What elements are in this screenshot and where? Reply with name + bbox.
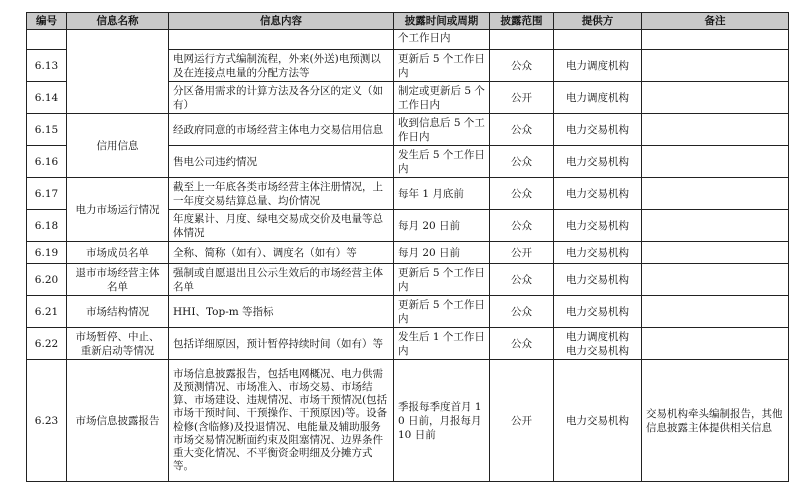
- row-period: 制定或更新后 5 个工作日内: [394, 82, 490, 114]
- row-provider: 电力交易机构: [554, 242, 642, 264]
- row-content: [169, 30, 394, 50]
- row-name: 退市市场经营主体名单: [67, 264, 169, 296]
- row-id: 6.19: [27, 242, 67, 264]
- table-row: [27, 360, 789, 482]
- row-note: [642, 242, 789, 264]
- row-content: 分区备用需求的计算方法及各分区的定义（如有）: [169, 82, 394, 114]
- row-period: 更新后 5 个工作日内: [394, 296, 490, 328]
- row-content: 经政府同意的市场经营主体电力交易信用信息: [169, 114, 394, 146]
- header-provider: 提供方: [554, 13, 642, 30]
- row-content: 电网运行方式编制流程，外来(外送)电预测以及在连接点电量的分配方法等: [169, 50, 394, 82]
- row-note: [642, 264, 789, 296]
- row-provider: 电力交易机构: [554, 146, 642, 178]
- row-name-merged: [67, 30, 169, 114]
- row-scope: [490, 30, 554, 50]
- row-id: 6.21: [27, 296, 67, 328]
- row-scope: 公众: [490, 50, 554, 82]
- row-note: [642, 50, 789, 82]
- row-content: 全称、简称（如有）、调度名（如有）等: [169, 242, 394, 264]
- row-scope: 公众: [490, 296, 554, 328]
- table-row: [27, 114, 789, 146]
- row-note: [642, 30, 789, 50]
- header-id: 编号: [27, 13, 67, 30]
- row-note: [642, 210, 789, 242]
- row-id: 6.22: [27, 328, 67, 360]
- row-note: 交易机构牵头编制报告，其他信息披露主体提供相关信息: [642, 360, 789, 482]
- row-name: 市场暂停、中止、重新启动等情况: [67, 328, 169, 360]
- row-provider: 电力交易机构: [554, 178, 642, 210]
- row-provider: 电力交易机构: [554, 360, 642, 482]
- table-row: [27, 178, 789, 210]
- row-period: 每月 20 日前: [394, 242, 490, 264]
- row-content: HHI、Top-m 等指标: [169, 296, 394, 328]
- row-period: 发生后 1 个工作日内: [394, 328, 490, 360]
- row-note: [642, 114, 789, 146]
- row-content: 市场信息披露报告，包括电网概况、电力供需及预测情况、市场准入、市场交易、市场结算、市场建设、违规情况、市场干预情况(包括市场干预时间、干预操作、干预原因)等。设备检修(含临修)及投退情况、电能量及辅助服务市场交易情况断面约束及阻塞情况、边界条件重大变化情况、不平衡资金明细及分摊方式等。: [169, 360, 394, 482]
- row-name: 市场结构情况: [67, 296, 169, 328]
- row-provider: 电力调度机构 电力交易机构: [554, 328, 642, 360]
- header-period: 披露时间或周期: [394, 13, 490, 30]
- row-note: [642, 82, 789, 114]
- row-period: 个工作日内: [394, 30, 490, 50]
- row-id: 6.15: [27, 114, 67, 146]
- table-row: [27, 242, 789, 264]
- row-note: [642, 328, 789, 360]
- row-scope: 公开: [490, 242, 554, 264]
- row-content: 包括详细原因，预计暂停持续时间（如有）等: [169, 328, 394, 360]
- row-provider: [554, 30, 642, 50]
- row-period: 季报每季度首月 10 日前，月报每月 10 日前: [394, 360, 490, 482]
- row-scope: 公众: [490, 178, 554, 210]
- row-id: [27, 30, 67, 50]
- row-note: [642, 178, 789, 210]
- row-scope: 公众: [490, 210, 554, 242]
- table-row: [27, 264, 789, 296]
- row-period: 每年 1 月底前: [394, 178, 490, 210]
- row-scope: 公众: [490, 328, 554, 360]
- row-name: 市场成员名单: [67, 242, 169, 264]
- row-content: 售电公司违约情况: [169, 146, 394, 178]
- row-name-market-operation: 电力市场运行情况: [67, 178, 169, 242]
- row-id: 6.14: [27, 82, 67, 114]
- row-provider: 电力交易机构: [554, 296, 642, 328]
- disclosure-table: [26, 12, 789, 482]
- row-name: 市场信息披露报告: [67, 360, 169, 482]
- row-content: 强制或自愿退出且公示生效后的市场经营主体名单: [169, 264, 394, 296]
- header-name: 信息名称: [67, 13, 169, 30]
- row-note: [642, 296, 789, 328]
- row-name-credit: 信用信息: [67, 114, 169, 178]
- table-row: [27, 328, 789, 360]
- row-provider: 电力交易机构: [554, 210, 642, 242]
- row-content: 截至上一年底各类市场经营主体注册情况，上一年度交易结算总量、均价情况: [169, 178, 394, 210]
- row-id: 6.16: [27, 146, 67, 178]
- row-provider: 电力调度机构: [554, 82, 642, 114]
- row-period: 更新后 5 个工作日内: [394, 264, 490, 296]
- row-id: 6.23: [27, 360, 67, 482]
- row-provider: 电力交易机构: [554, 264, 642, 296]
- row-period: 发生后 5 个工作日内: [394, 146, 490, 178]
- header-content: 信息内容: [169, 13, 394, 30]
- row-id: 6.20: [27, 264, 67, 296]
- row-id: 6.17: [27, 178, 67, 210]
- header-scope: 披露范围: [490, 13, 554, 30]
- row-id: 6.18: [27, 210, 67, 242]
- row-scope: 公众: [490, 146, 554, 178]
- row-period: 每月 20 日前: [394, 210, 490, 242]
- row-id: 6.13: [27, 50, 67, 82]
- table-row: [27, 296, 789, 328]
- row-note: [642, 146, 789, 178]
- row-content: 年度累计、月度、绿电交易成交价及电量等总体情况: [169, 210, 394, 242]
- row-provider: 电力交易机构: [554, 114, 642, 146]
- row-scope: 公众: [490, 114, 554, 146]
- row-scope: 公开: [490, 82, 554, 114]
- table-row: [27, 30, 789, 50]
- row-scope: 公开: [490, 360, 554, 482]
- row-period: 更新后 5 个工作日内: [394, 50, 490, 82]
- row-scope: 公众: [490, 264, 554, 296]
- header-note: 备注: [642, 13, 789, 30]
- row-period: 收到信息后 5 个工作日内: [394, 114, 490, 146]
- table-header-row: [27, 13, 789, 30]
- row-provider: 电力调度机构: [554, 50, 642, 82]
